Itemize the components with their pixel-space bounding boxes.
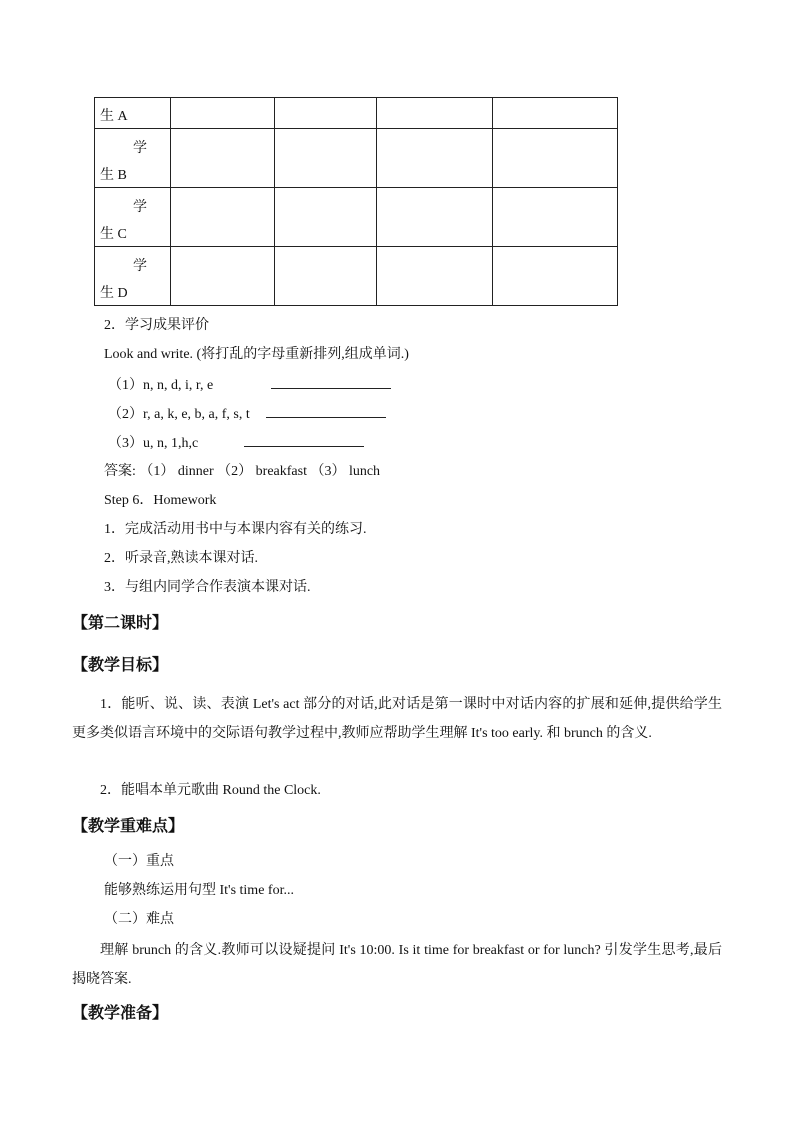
keypoint-text: 能够熟练运用句型 It's time for... bbox=[104, 883, 294, 898]
answer-blank bbox=[271, 374, 391, 389]
student-label-top: 学 bbox=[133, 141, 147, 156]
table-cell bbox=[275, 98, 377, 129]
exercise-item bbox=[108, 374, 391, 396]
student-label: 生 A bbox=[100, 109, 128, 124]
exercise-item bbox=[108, 403, 386, 425]
homework-item: 3．与组内同学合作表演本课对话. bbox=[104, 580, 311, 595]
item-letters: r, a, k, e, b, a, f, s, t bbox=[143, 407, 250, 422]
student-label-top: 学 bbox=[133, 200, 147, 215]
table-cell bbox=[275, 129, 377, 188]
instruction-text: Look and write. (将打乱的字母重新排列,组成单词.) bbox=[104, 347, 409, 362]
evaluation-table bbox=[94, 97, 618, 306]
item-letters: u, n, 1,h,c bbox=[143, 436, 199, 451]
table-cell bbox=[171, 247, 275, 306]
answer-blank bbox=[266, 403, 386, 418]
table-cell bbox=[275, 247, 377, 306]
homework-item: 2．听录音,熟读本课对话. bbox=[104, 551, 258, 566]
item-number: （1） bbox=[108, 378, 143, 393]
item-number: （2） bbox=[108, 407, 143, 422]
exercise-item bbox=[108, 432, 364, 454]
table-row bbox=[95, 129, 618, 188]
keypoint-label: （一）重点 bbox=[104, 854, 174, 869]
section-title: 2．学习成果评价 bbox=[104, 318, 209, 333]
homework-item: 1．完成活动用书中与本课内容有关的练习. bbox=[104, 522, 367, 537]
objective-paragraph: 2．能唱本单元歌曲 Round the Clock. bbox=[100, 783, 321, 798]
student-name-cell bbox=[95, 98, 171, 129]
table-row bbox=[95, 247, 618, 306]
objectives-heading: 【教学目标】 bbox=[72, 655, 169, 674]
student-label-top: 学 bbox=[133, 259, 147, 274]
student-label: 生 B bbox=[100, 168, 127, 183]
answer-blank bbox=[244, 432, 364, 447]
difficulty-text: 理解 brunch 的含义.教师可以设疑提问 It's 10:00. Is it time for breakfast or for lunch? 引发学生思考,最后揭晓答案. bbox=[72, 943, 722, 987]
table-row bbox=[95, 98, 618, 129]
step-title: Step 6．Homework bbox=[104, 493, 217, 508]
table-cell bbox=[493, 247, 618, 306]
keypoints-heading: 【教学重难点】 bbox=[72, 816, 185, 835]
table-cell bbox=[377, 247, 493, 306]
student-name-cell bbox=[95, 129, 171, 188]
table-cell bbox=[171, 188, 275, 247]
difficulty-label: （二）难点 bbox=[104, 912, 174, 927]
lesson-heading: 【第二课时】 bbox=[72, 613, 169, 632]
student-label: 生 D bbox=[100, 286, 128, 301]
table-cell bbox=[493, 188, 618, 247]
table-cell bbox=[171, 129, 275, 188]
objective-paragraph: 1．能听、说、读、表演 Let's act 部分的对话,此对话是第一课时中对话内容的扩展和延伸,提供给学生更多类似语言环境中的交际语句教学过程中,教师应帮助学生理解 It's too early. 和 brunch 的含义. bbox=[72, 697, 722, 741]
table-cell bbox=[171, 98, 275, 129]
student-name-cell bbox=[95, 188, 171, 247]
table-row bbox=[95, 188, 618, 247]
answer-key: 答案: （1） dinner （2） breakfast （3） lunch bbox=[104, 464, 381, 479]
item-letters: n, n, d, i, r, e bbox=[143, 378, 214, 393]
table-cell bbox=[493, 98, 618, 129]
table-cell bbox=[493, 129, 618, 188]
student-label: 生 C bbox=[100, 227, 127, 242]
prep-heading: 【教学准备】 bbox=[72, 1003, 169, 1022]
table-cell bbox=[377, 188, 493, 247]
table-cell bbox=[275, 188, 377, 247]
item-number: （3） bbox=[108, 436, 143, 451]
student-name-cell bbox=[95, 247, 171, 306]
table-cell bbox=[377, 98, 493, 129]
table-cell bbox=[377, 129, 493, 188]
